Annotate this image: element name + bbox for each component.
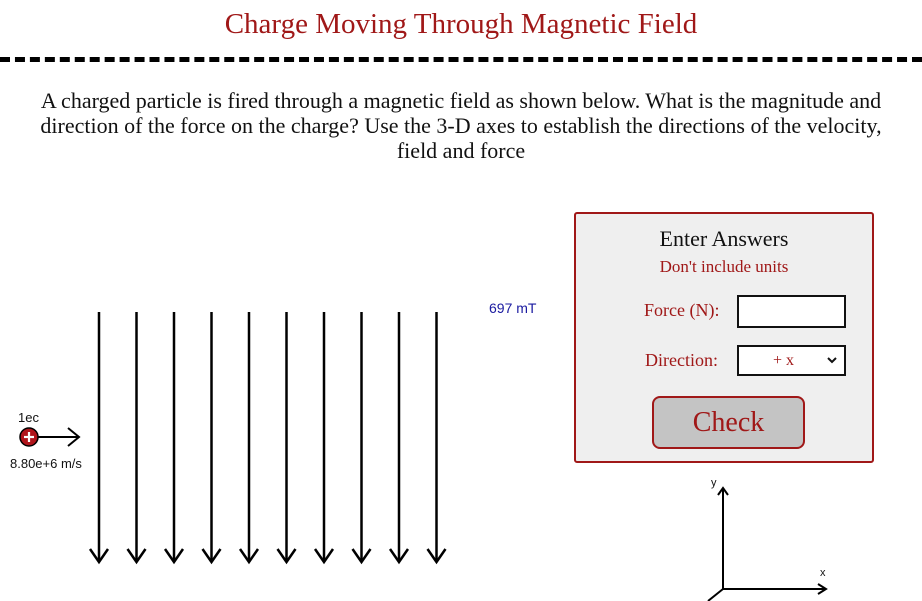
direction-selected-value: + x <box>773 351 795 369</box>
force-label: Force (N): <box>644 300 720 320</box>
coordinate-axes <box>708 488 826 601</box>
direction-select[interactable] <box>737 345 846 376</box>
field-line-arrow <box>203 312 221 562</box>
y-axis-label: y <box>711 477 717 489</box>
field-line-arrow <box>165 312 183 562</box>
field-line-arrow <box>240 312 258 562</box>
charge-label: 1ec <box>18 410 39 425</box>
magnetic-field-lines <box>90 312 446 562</box>
chevron-down-icon <box>826 354 838 366</box>
answer-panel <box>574 212 874 463</box>
panel-title: Enter Answers <box>659 226 789 251</box>
field-line-arrow <box>278 312 296 562</box>
field-strength-label: 697 mT <box>489 300 537 316</box>
units-note: Don't include units <box>659 257 789 276</box>
force-input[interactable] <box>737 295 846 328</box>
field-line-arrow <box>390 312 408 562</box>
check-button[interactable]: Check <box>652 396 805 449</box>
field-line-arrow <box>128 312 146 562</box>
field-line-arrow <box>315 312 333 562</box>
field-line-arrow <box>428 312 446 562</box>
charge-particle[interactable] <box>20 428 38 446</box>
direction-label: Direction: <box>645 350 718 370</box>
page-title: Charge Moving Through Magnetic Field <box>224 8 698 40</box>
x-axis-label: x <box>820 567 826 579</box>
field-line-arrow <box>90 312 108 562</box>
field-line-arrow <box>353 312 371 562</box>
velocity-arrow <box>38 428 79 446</box>
speed-label: 8.80e+6 m/s <box>10 456 82 471</box>
question-text: A charged particle is fired through a magnetic field as shown below. What is the magnitude and direction of the force on the charge? Use the 3-D axes to establish the directions of the velocity, field and force <box>40 88 882 163</box>
